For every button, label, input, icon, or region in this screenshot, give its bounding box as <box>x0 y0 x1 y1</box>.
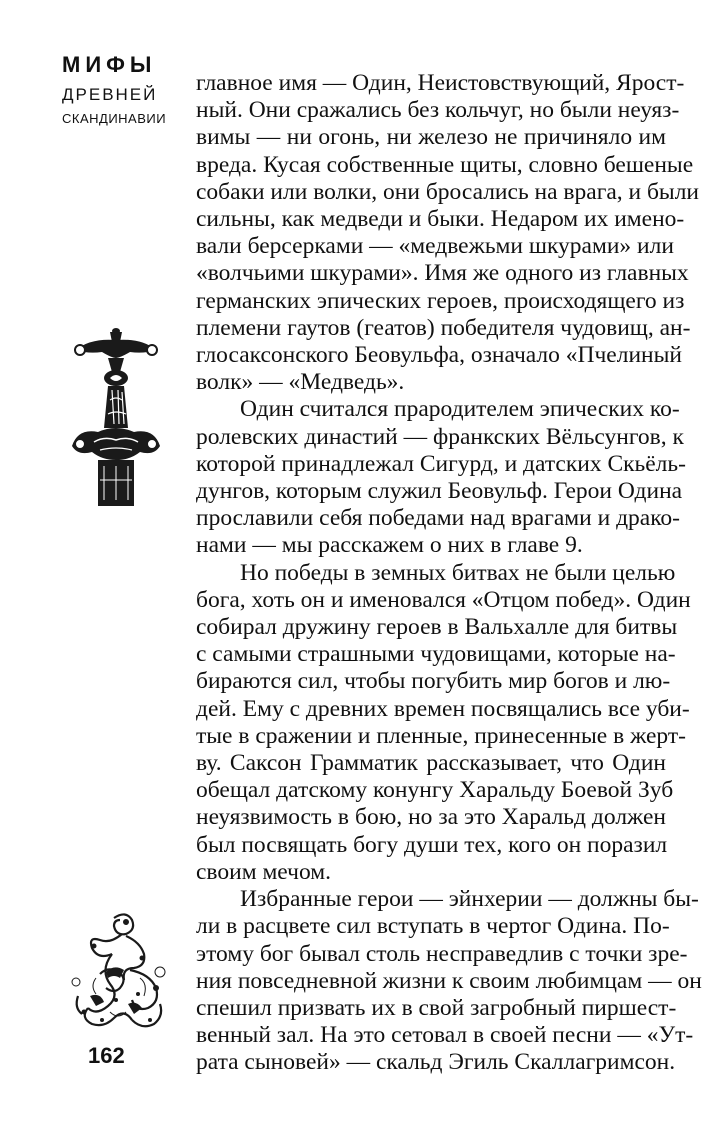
interlace-ornament-illustration <box>70 908 170 1036</box>
text-line: собирал дружину героев в Вальхалле для битвы <box>196 614 678 641</box>
text-line: нами — мы расскажем о них в главе 9. <box>196 532 583 559</box>
text-line: был посвящать богу души тех, кого он поразил <box>196 831 668 858</box>
text-line: ли в расцвете сил вступать в чертог Одина. По- <box>196 913 670 940</box>
text-line: с самыми страшными чудовищами, которые на- <box>196 641 676 668</box>
text-line: бога, хоть он и именовался «Отцом побед». Один <box>196 586 691 613</box>
text-line: своим мечом. <box>196 858 332 885</box>
text-line: ву. Саксон Грамматик рассказывает, что Один <box>196 750 666 777</box>
text-line: волк» — «Медведь». <box>196 369 405 396</box>
text-line: вреда. Кусая собственные щиты, словно бешеные <box>196 151 694 178</box>
text-line: вали берсерками — «медвежьми шкурами» или <box>196 233 674 260</box>
text-line: бираются сил, чтобы погубить мир богов и лю- <box>196 668 671 695</box>
text-line: неуязвимость в бою, но за это Харальд должен <box>196 804 666 831</box>
text-line: венный зал. На это сетовал в своей песни — «Ут- <box>196 1022 694 1049</box>
text-line: ный. Они сражались без кольчуг, но были неуяз- <box>196 97 680 124</box>
text-line: Избранные герои — эйнхерии — должны бы- <box>240 886 699 913</box>
running-title-line3: СКАНДИНАВИИ <box>62 111 167 126</box>
text-line: спешил призвать их в свой загробный пиршест- <box>196 994 677 1021</box>
text-line: ролевских династий — франкских Вёльсунгов, к <box>196 423 684 450</box>
text-line: рата сыновей» — скальд Эгиль Скаллагримсон. <box>196 1049 676 1076</box>
main-text-block <box>196 70 702 1077</box>
text-line: «волчьими шкурами». Имя же одного из главных <box>196 260 689 287</box>
text-line: вимы — ни огонь, ни железо не причиняло им <box>196 124 666 151</box>
text-line: ния повседневной жизни к своим любимцам — он <box>196 967 702 994</box>
running-title-line1: МИФЫ <box>62 52 157 77</box>
text-line: германских эпических героев, происходящего из <box>196 287 685 314</box>
paragraph-2 <box>196 396 686 559</box>
paragraph-1 <box>196 70 700 396</box>
text-line: обещал датскому конунгу Харальду Боевой Зуб <box>196 777 674 804</box>
text-line: прославили себя победами над врагами и драко- <box>196 505 680 532</box>
pillar-ornament-illustration <box>70 328 162 508</box>
text-line: собаки или волки, они бросались на врага, и были <box>196 178 700 205</box>
text-line: глосаксонского Беовульфа, означало «Пчелиный <box>196 342 682 369</box>
text-line: этому бог бывал столь несправедлив с точки зре- <box>196 940 688 967</box>
text-line: которой принадлежал Сигурд, и датских Скьёль- <box>196 450 686 477</box>
text-line: Но победы в земных битвах не были целью <box>240 559 676 586</box>
paragraph-4 <box>196 886 702 1076</box>
text-line: дей. Ему с древних времен посвящались все уби- <box>196 695 690 722</box>
text-line: дунгов, которым служил Беовульф. Герои Одина <box>196 478 683 505</box>
text-line: племени гаутов (геатов) победителя чудовищ, ан- <box>196 314 691 341</box>
page-number: 162 <box>88 1043 125 1068</box>
text-line: сильны, как медведи и быки. Недаром их имено- <box>196 206 685 233</box>
text-line: Один считался прародителем эпических ко- <box>240 396 680 423</box>
paragraph-3 <box>196 559 691 886</box>
text-line: главное имя — Один, Неистовствующий, Ярост- <box>196 70 685 96</box>
text-line: тые в сражении и пленные, принесенные в жерт- <box>196 722 686 749</box>
running-title-line2: ДРЕВНЕЙ <box>62 85 158 104</box>
running-title <box>62 52 172 128</box>
